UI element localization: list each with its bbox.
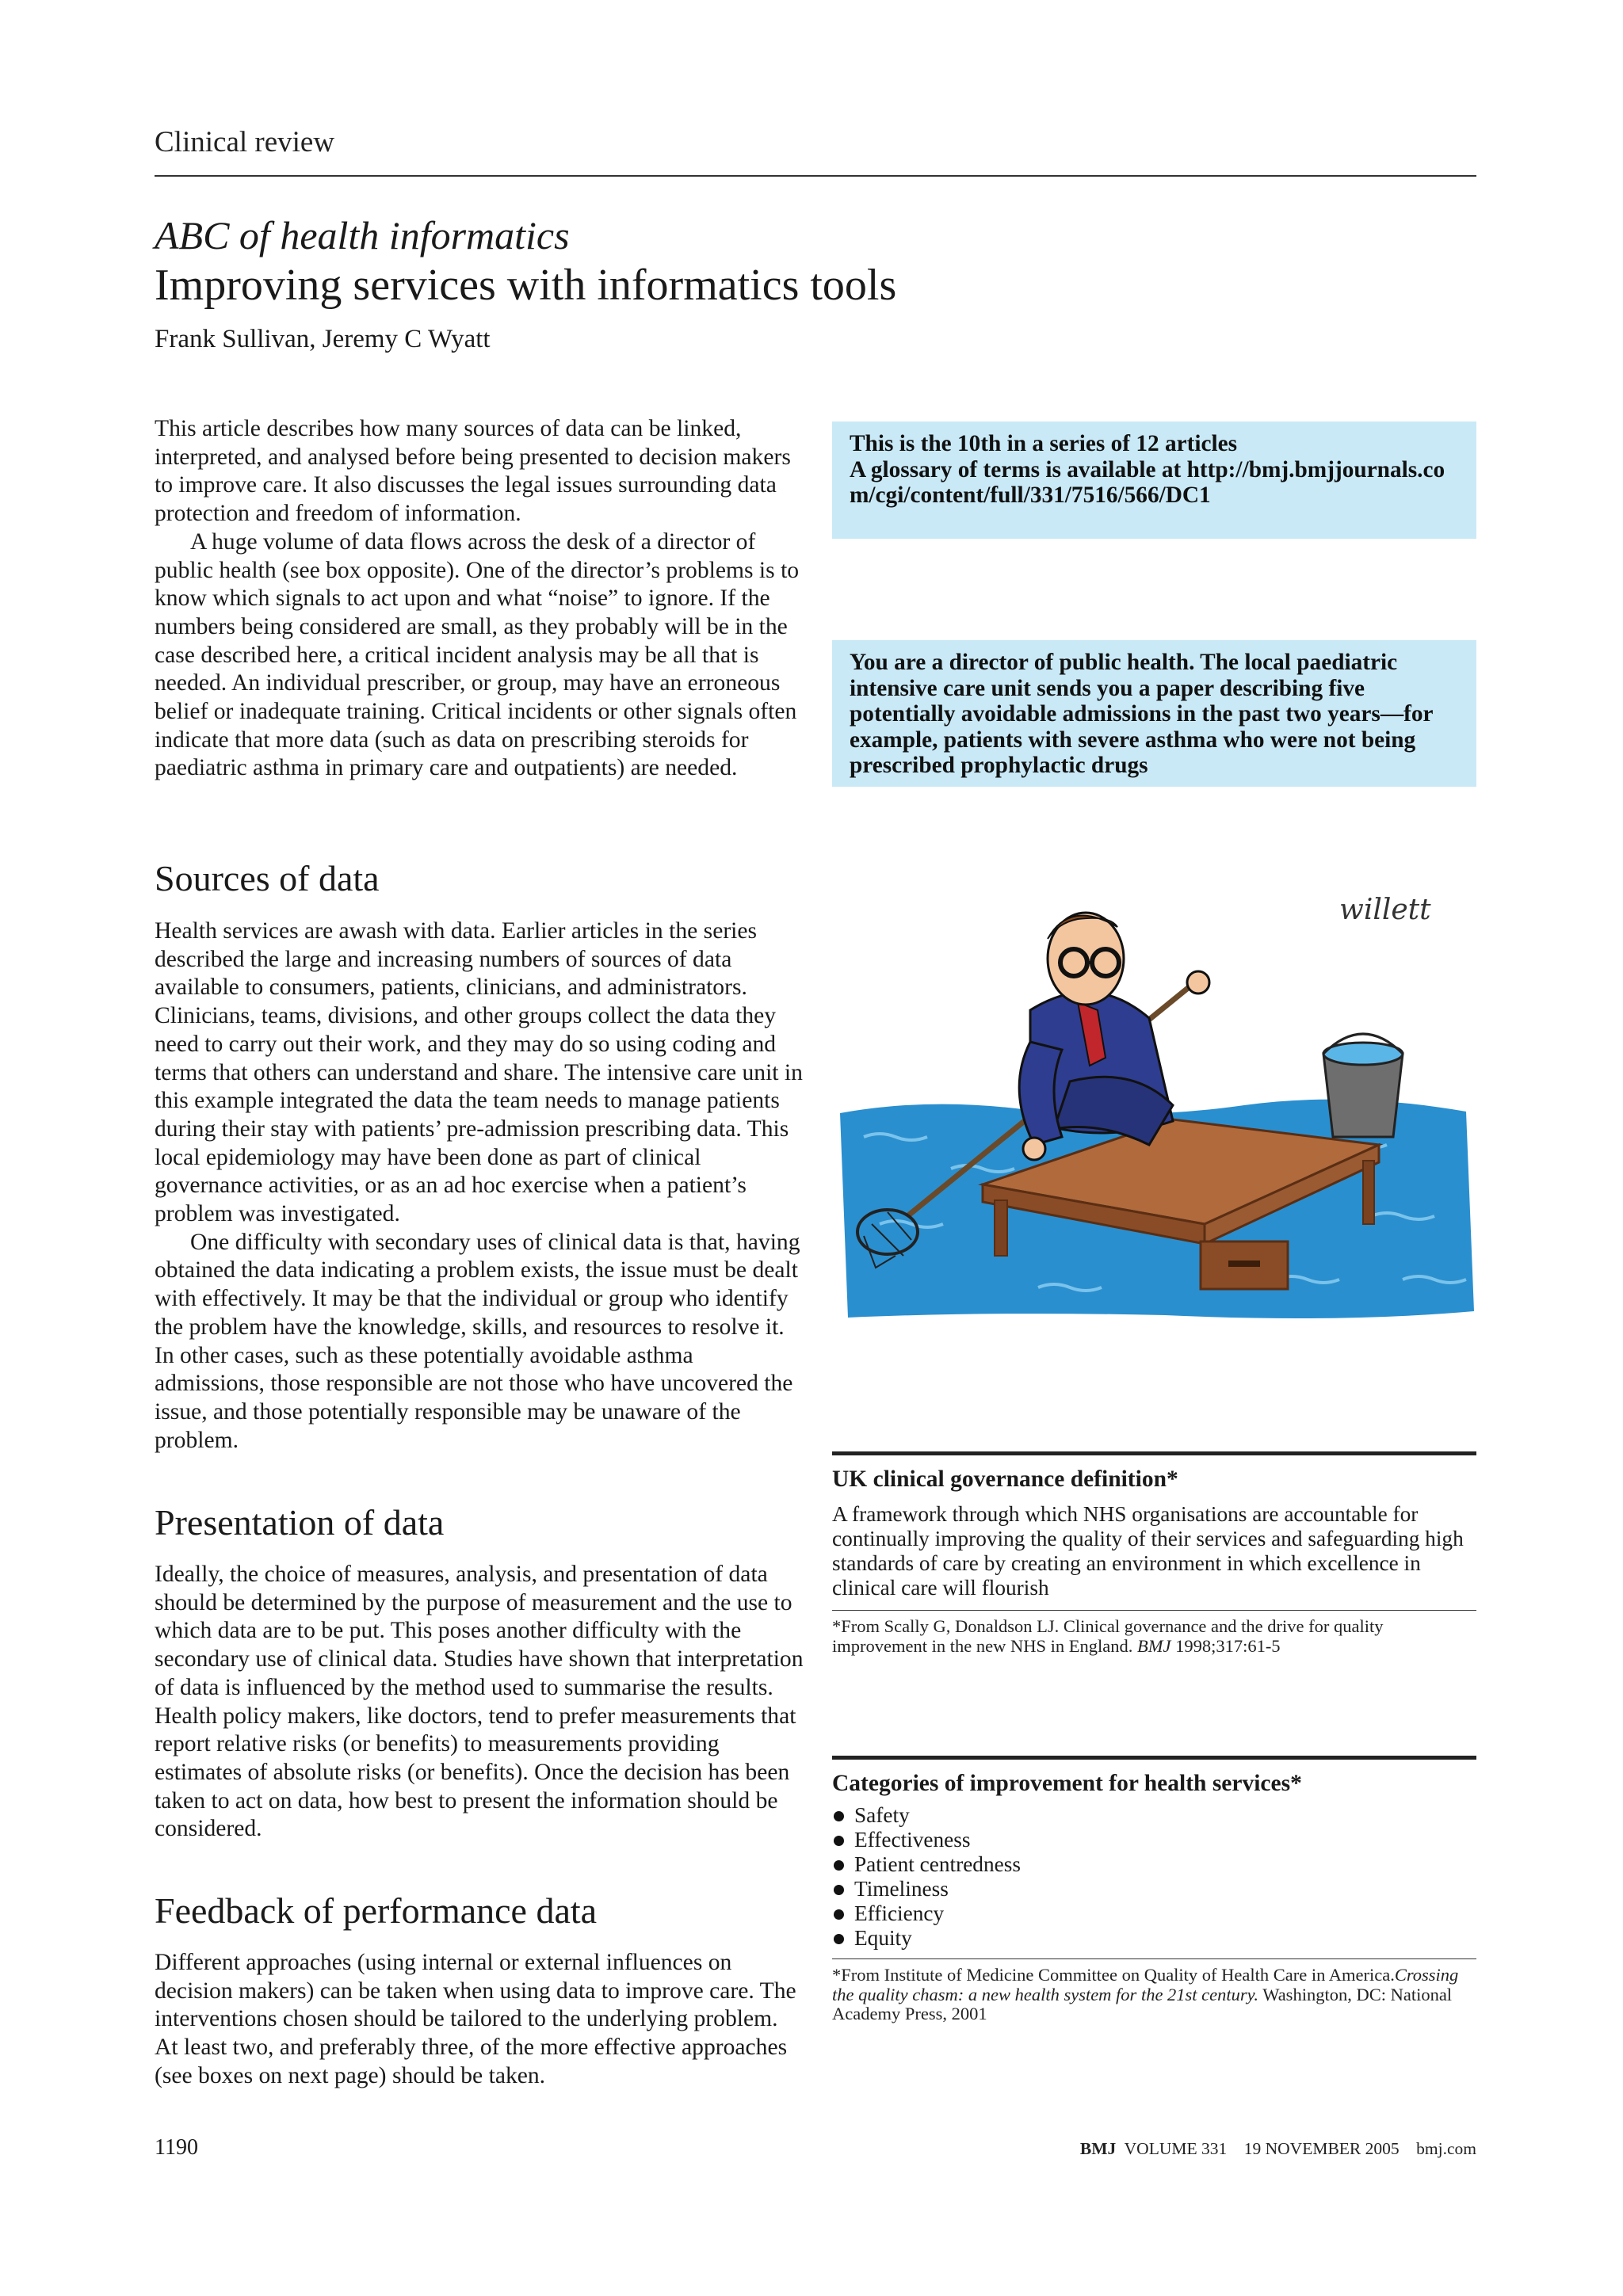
categories-footnote-title: Crossing the quality chasm: a new health system for the 21st century. [832, 1965, 1459, 2004]
feedback-heading: Feedback of performance data [155, 1890, 598, 1931]
categories-footnote [832, 1958, 1476, 2024]
journal-volume: VOLUME 331 [1124, 2139, 1228, 2158]
series-info-box [832, 421, 1476, 539]
intro-section [155, 415, 804, 783]
sources-paragraph-2: One difficulty with secondary uses of clinical data is that, having obtained the data indicating a problem exists, the issue must be dealt with effectively. It may be that the individual or group who identify the problem have the knowledge, skills, and resources to resolve it. In other cases, such as these potentially avoidable asthma admissions, those responsible are not those who have uncovered the issue, and those potentially responsible may be unaware of the problem. [155, 1229, 800, 1453]
journal-info [1080, 2139, 1476, 2159]
series-title: ABC of health informatics [155, 213, 570, 257]
header-rule [155, 175, 1476, 177]
categories-box [832, 1756, 1476, 2024]
categories-footnote-text: *From Institute of Medicine Committee on Quality of Health Care in America. [832, 1965, 1395, 1985]
glossary-link-line[interactable]: A glossary of terms is available at http://bmj.bmjjournals.com/cgi/content/full/331/7516/566/DC1 [850, 456, 1445, 508]
journal-date: 19 NOVEMBER 2005 [1243, 2139, 1400, 2158]
journal-name: BMJ [1079, 2139, 1117, 2158]
sources-paragraph-1: Health services are awash with data. Earlier articles in the series described the large and increasing numbers of sources of data available to consumers, patients, clinicians, and administrators. Clinicians, teams, divisions, and other groups collect the data they need to carry out their work, and they may do so using coding and terms that others can understand and share. The intensive care unit in this example integrated the data the team needs to manage patients during their stay with patients’ pre-admission prescribing data. This local epidemiology may have been done as part of clinical governance activities, or as an ad hoc exercise when a patient’s problem was investigated. [155, 918, 803, 1227]
scenario-box [832, 640, 1476, 787]
scenario-text: You are a director of public health. The local paediatric intensive care unit sends you a paper describing five potentially avoidable admissions in the past two years—for example, patients with severe asthma who were not being prescribed prophylactic drugs [850, 650, 1433, 778]
feedback-section [155, 1949, 804, 2091]
categories-footnote-publisher: Washington, DC: National Academy Press, 2001 [832, 1984, 1453, 2023]
cartoon-signature: willett [1339, 894, 1431, 926]
list-item: Timeliness [832, 1877, 1476, 1901]
intro-paragraph-2: A huge volume of data flows across the desk of a director of public health (see box opposite). One of the director’s problems is to know which signals to act upon and what “noise” to ignore. If the numbers being considered are small, as they probably will be in the case described here, a critical incident analysis may be all that is needed. An individual prescriber, or group, may have an erroneous belief or inadequate training. Critical incidents or other signals often indicate that more data (such as data on prescribing steroids for paediatric asthma in primary care and outpatients) are needed. [155, 528, 800, 781]
page-number: 1190 [155, 2135, 198, 2160]
sources-heading: Sources of data [155, 858, 380, 898]
presentation-heading: Presentation of data [155, 1502, 445, 1543]
governance-footnote-text: *From Scally G, Donaldson LJ. Clinical governance and the drive for quality improvement in the new NHS in England. [832, 1616, 1384, 1656]
series-info-line: This is the 10th in a series of 12 articles [850, 431, 1238, 456]
presentation-section [155, 1561, 804, 1844]
categories-heading: Categories of improvement for health services* [832, 1771, 1302, 1796]
list-item: Efficiency [832, 1901, 1476, 1926]
list-item: Effectiveness [832, 1828, 1476, 1852]
section-label: Clinical review [155, 126, 335, 158]
list-item: Patient centredness [832, 1852, 1476, 1877]
governance-footnote-journal: BMJ [1136, 1635, 1171, 1656]
authors: Frank Sullivan, Jeremy C Wyatt [155, 325, 491, 353]
presentation-paragraph-1: Ideally, the choice of measures, analysis, and presentation of data should be determined by the purpose of measurement and the use to which data are to be put. This poses another difficulty with the secondary use of clinical data. Studies have shown that interpretation of data is influenced by the method used to summarise the results. Health policy makers, like doctors, tend to prefer measurements that report relative risks (or benefits) to measurements providing estimates of absolute risks (or benefits). Once the decision has been taken to act on data, how best to present the information should be considered. [155, 1562, 804, 1842]
cartoon-bucket [1323, 1034, 1403, 1137]
feedback-paragraph-1: Different approaches (using internal or external influences on decision makers) can be taken when using data to improve care. The interventions chosen should be tailored to the underlying problem. At least two, and preferably three, of the more effective approaches (see boxes on next page) should be taken. [155, 1950, 796, 2088]
governance-heading: UK clinical governance definition* [832, 1466, 1178, 1492]
intro-paragraph-1: This article describes how many sources of data can be linked, interpreted, and analysed before being presented to decision makers to improve care. It also discusses the legal issues surrounding data protection and freedom of information. [155, 416, 791, 527]
governance-text: A framework through which NHS organisations are accountable for continually improving the quality of their services and safeguarding high standards of care by creating an environment in which excellence in clinical care will flourish [832, 1502, 1464, 1600]
governance-footnote [832, 1610, 1476, 1656]
journal-site[interactable]: bmj.com [1416, 2139, 1476, 2158]
cartoon-illustration [832, 883, 1476, 1327]
governance-footnote-citation: 1998;317:61-5 [1170, 1635, 1281, 1656]
categories-list [832, 1803, 1476, 1951]
governance-box [832, 1451, 1476, 1656]
sources-section [155, 917, 804, 1455]
list-item: Safety [832, 1803, 1476, 1828]
article-title: Improving services with informatics tools [155, 261, 897, 310]
list-item: Equity [832, 1926, 1476, 1951]
